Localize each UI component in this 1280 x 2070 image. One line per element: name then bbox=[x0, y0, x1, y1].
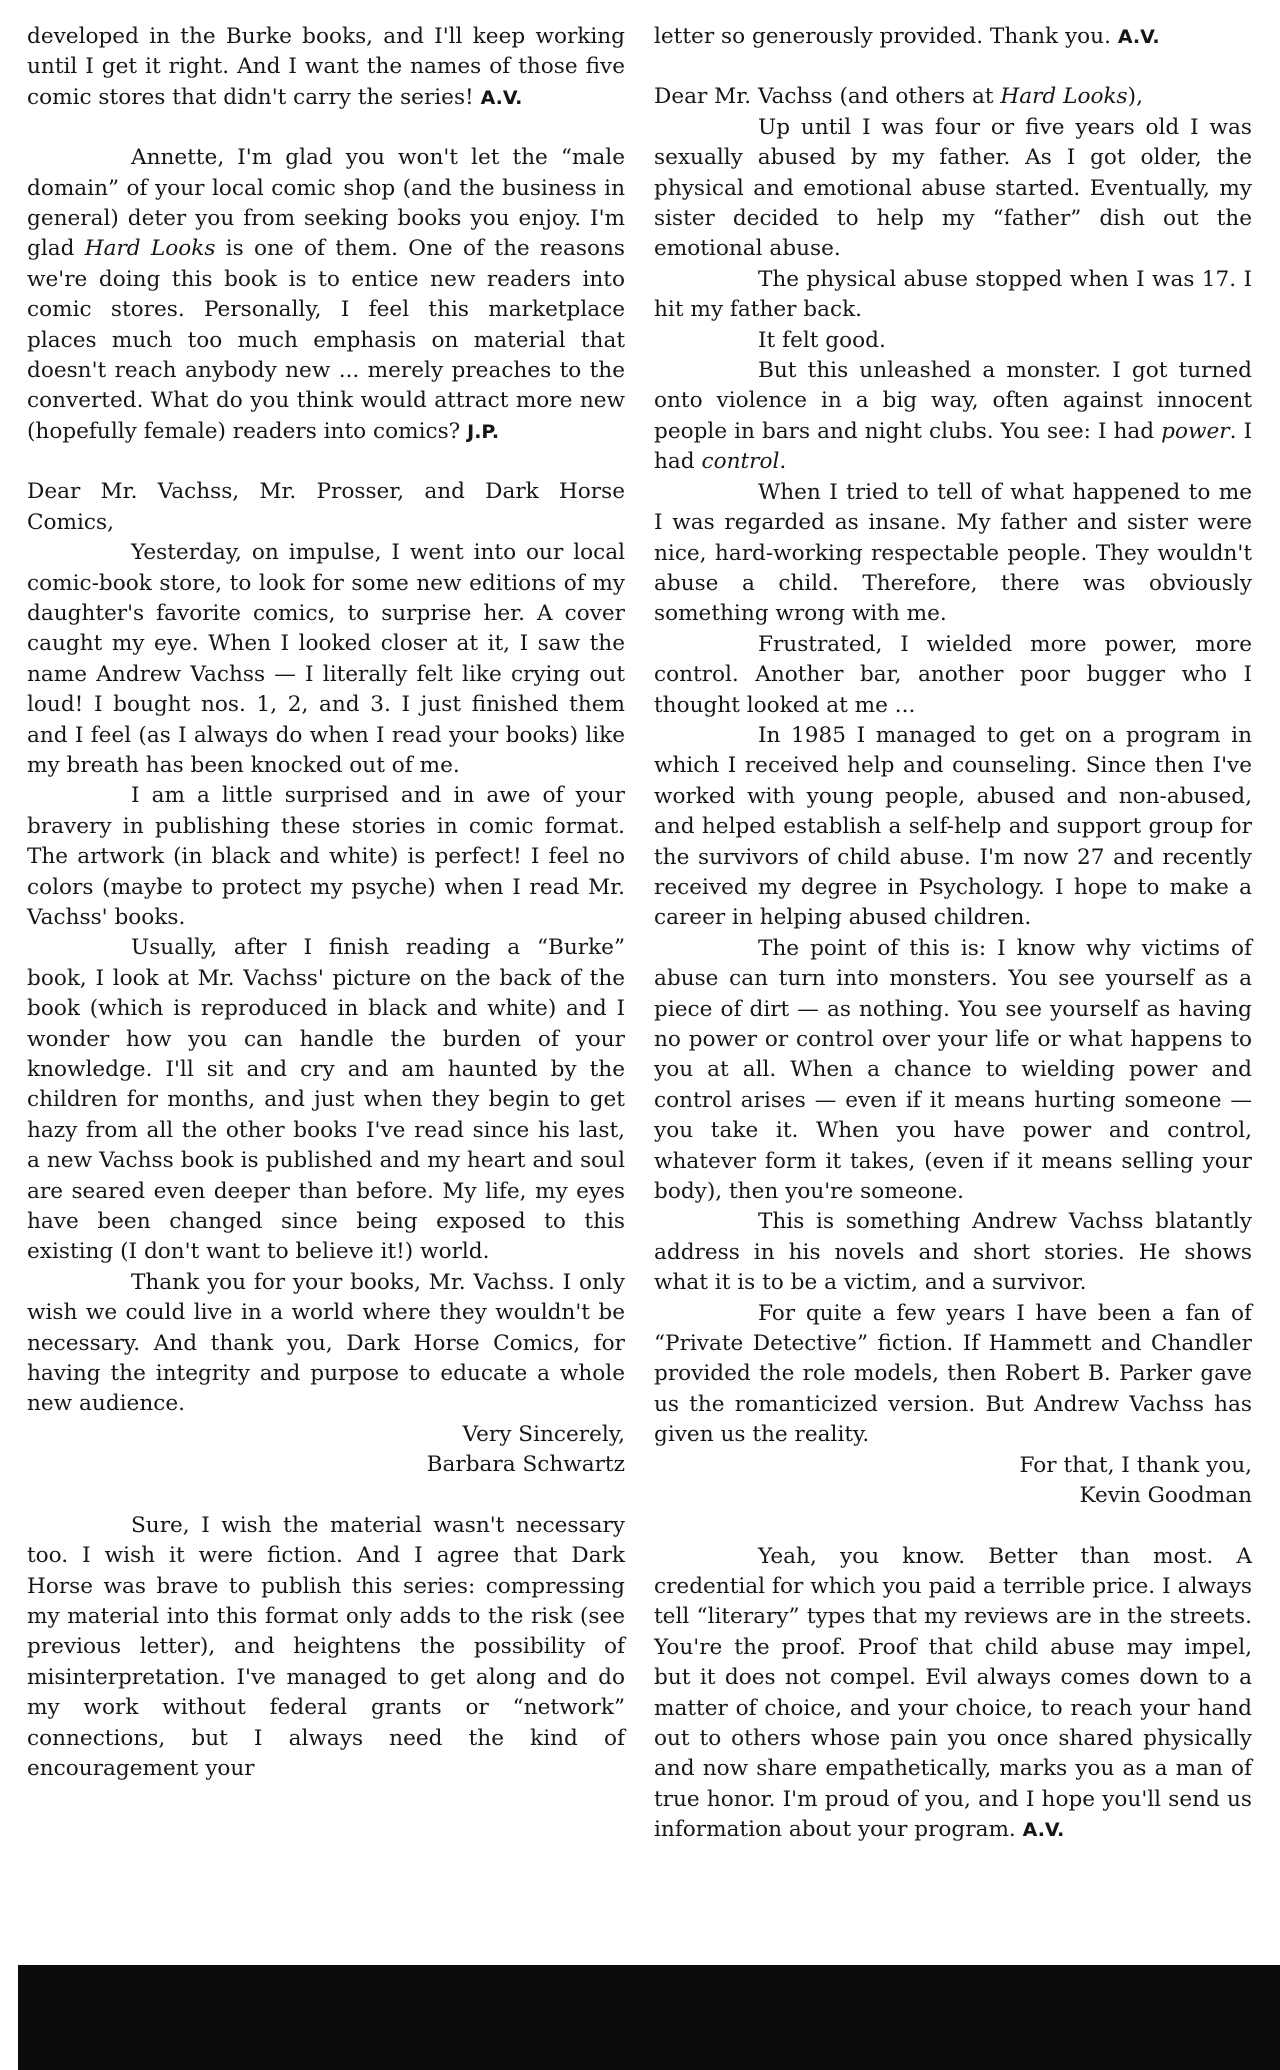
letter-paragraph: Usually, after I finish reading a “Burke” book, I look at Mr. Vachss' picture on the back of the book (which is reproduced in black and white) and I wonder how you can handle the burden of your knowledge. I'll sit and cry and am haunted by the children for months, and just when they begin to get hazy from all the other books I've read since his last, a new Vachss book is published and my heart and soul are seared even deeper than before. My life, my eyes have been changed since being exposed to this existing (I don't want to believe it!) world. bbox=[27, 935, 625, 1265]
footer-black-band bbox=[18, 1965, 1280, 2070]
letter-paragraph: Frustrated, I wielded more power, more control. Another bar, another poor bugger who I thought looked at me ... bbox=[654, 631, 1252, 718]
reply-to-annette: Annette, I'm glad you won't let the “male domain” of your local comic shop (and the business in general) deter you from seeking books you enjoy. I'm glad Hard Looks is one of them. One of the reasons we're doing this book is to entice new readers into comic stores. Personally, I feel this marketplace places much too much emphasis on material that doesn't reach anybody new ... merely preaches to the converted. What do you think would attract more new (hopefully female) readers into comics? J.P. bbox=[27, 145, 625, 444]
letter-salutation: Dear Mr. Vachss (and others at Hard Looks), bbox=[654, 84, 1143, 110]
letter-paragraph: The point of this is: I know why victims of abuse can turn into monsters. You see yourself as a piece of dirt — as nothing. You see yourself as having no power or control over your life or what happens to you at all. When a chance to wielding power and control arises — even if it means hurting someone — you take it. When you have power and control, whatever form it takes, (even if it means selling your body), then you're someone. bbox=[654, 935, 1252, 1205]
letter-paragraph: I am a little surprised and in awe of your bravery in publishing these stories in comic format. The artwork (in black and white) is perfect! I feel no colors (maybe to protect my psyche) when I read Mr. Vachss' books. bbox=[27, 783, 625, 930]
letter-signature: Kevin Goodman bbox=[1079, 1483, 1252, 1509]
letter-paragraph: The physical abuse stopped when I was 17. I hit my father back. bbox=[654, 266, 1252, 323]
book-title: Hard Looks bbox=[1000, 84, 1128, 110]
letter-paragraph: It felt good. bbox=[758, 327, 886, 353]
letter-paragraph: This is something Andrew Vachss blatantly address in his novels and short stories. He shows what it is to be a victim, and a survivor. bbox=[654, 1209, 1252, 1296]
letter-salutation: Dear Mr. Vachss, Mr. Prosser, and Dark Horse Comics, bbox=[27, 479, 625, 535]
reply-signature: A.V. bbox=[480, 86, 523, 109]
letter-paragraph: Yesterday, on impulse, I went into our local comic-book store, to look for some new editions of my daughter's favorite comics, to surprise her. A cover caught my eye. When I looked closer at it, I saw the name Andrew Vachss — I literally felt like crying out loud! I bought nos. 1, 2, and 3. I just finished them and I feel (as I always do when I read your books) like my breath has been knocked out of me. bbox=[27, 540, 625, 778]
letter-closing: Very Sincerely, bbox=[462, 1421, 625, 1447]
reply-paragraph: Sure, I wish the material wasn't necessary too. I wish it were fiction. And I agree that Dark Horse was brave to publish this series: compressing my material into this format only adds to the risk (see previous letter), and heightens the possibility of misinterpretation. I've managed to get along and do my work without federal grants or “network” connections, but I always need the kind of encouragement your bbox=[27, 1512, 625, 1781]
letter-paragraph: In 1985 I managed to get on a program in which I received help and counseling. Since then I've worked with young people, abused and non-abused, and helped establish a self-help and support group for the survivors of child abuse. I'm now 27 and recently received my degree in Psychology. I hope to make a career in helping abused children. bbox=[654, 722, 1252, 931]
reply-fragment: developed in the Burke books, and I'll keep working until I get it right. And I want the names of those five comic stores that didn't carry the series! A.V. bbox=[27, 24, 625, 110]
book-title: Hard Looks bbox=[84, 236, 216, 262]
letter-paragraph: For quite a few years I have been a fan of “Private Detective” fiction. If Hammett and Chandler provided the role models, then Robert B. Parker gave us the romanticized version. But Andrew Vachss has given us the reality. bbox=[654, 1300, 1252, 1448]
right-column bbox=[654, 22, 1252, 1846]
reply-signature: A.V. bbox=[1022, 1819, 1065, 1842]
left-column bbox=[27, 22, 625, 1784]
letter-paragraph: When I tried to tell of what happened to me I was regarded as insane. My father and sister were nice, hard-working respectable people. They wouldn't abuse a child. Therefore, there was obviously something wrong with me. bbox=[654, 479, 1252, 627]
reply-signature: A.V. bbox=[1117, 26, 1160, 48]
reply-paragraph: Yeah, you know. Better than most. A credential for which you paid a terrible price. I always tell “literary” types that my reviews are in the streets. You're the proof. Proof that child abuse may impel, but it does not compel. Evil always comes down to a matter of choice, and your choice, to reach your hand out to others whose pain you once shared physically and now share empathetically, marks you as a man of true honor. I'm proud of you, and I hope you'll send us information about your program. A.V. bbox=[654, 1543, 1252, 1843]
letter-paragraph: Thank you for your books, Mr. Vachss. I only wish we could live in a world where they wouldn't be necessary. And thank you, Dark Horse Comics, for having the integrity and purpose to educate a whole new audience. bbox=[27, 1269, 625, 1417]
reply-fragment: letter so generously provided. Thank you. A.V. bbox=[654, 24, 1160, 49]
letter-paragraph: But this unleashed a monster. I got turned onto violence in a big way, often against innocent people in bars and night clubs. You see: I had power. I had control. bbox=[654, 358, 1252, 475]
letter-paragraph: Up until I was four or five years old I was sexually abused by my father. As I got older, the physical and emotional abuse started. Eventually, my sister decided to help my “father” dish out the emotional abuse. bbox=[654, 114, 1252, 262]
letter-signature: Barbara Schwartz bbox=[426, 1452, 625, 1478]
reply-signature: J.P. bbox=[467, 420, 500, 443]
letter-closing: For that, I thank you, bbox=[1019, 1452, 1252, 1478]
